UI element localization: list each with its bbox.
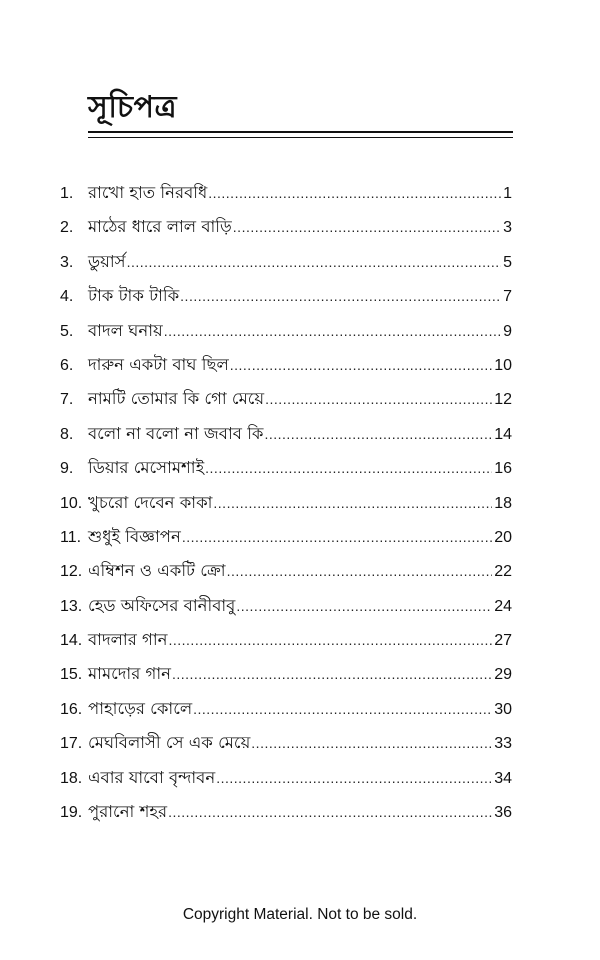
toc-entry-number: 10. [60,494,83,512]
toc-dot-leader [264,417,492,451]
toc-entry-page: 7 [503,288,512,306]
toc-entry-title: মাঠের ধারে লাল বাড়ি [88,217,232,237]
toc-entry-number: 6. [60,356,74,374]
toc-entry[interactable] [60,451,512,485]
toc-entry-page: 18 [494,494,512,512]
toc-entry-title: বাদল ঘনায় [88,320,163,340]
toc-entry[interactable] [60,382,512,416]
toc-entry-page: 5 [503,253,512,271]
toc-entry-number: 1. [60,185,74,202]
toc-entry-title: মামদোর গান [88,664,171,684]
toc-entry-page: 16 [494,460,512,478]
toc-entry-title: রাখো হাত নিরবধি [88,183,208,202]
toc-dot-leader [216,761,492,795]
toc-entry-number: 4. [60,288,74,306]
toc-entry-title: ডিয়ার মেসোমশাই [88,458,205,478]
toc-entry-title: পাহাড়ের কোলে [88,698,193,718]
toc-entry-page: 1 [503,185,512,202]
toc-entry-title: এবার যাবো বৃন্দাবন [88,767,216,787]
toc-entry-number: 7. [60,391,74,409]
toc-entry[interactable] [60,245,512,279]
toc-entry-page: 9 [503,322,512,340]
toc-entry[interactable] [60,589,512,623]
toc-dot-leader [227,554,493,588]
toc-dot-leader [180,279,501,313]
toc-entry-number: 2. [60,219,74,237]
toc-dot-leader [164,314,501,348]
toc-entry[interactable] [60,795,512,829]
toc-entry-number: 11. [60,528,82,546]
title-divider-thin [88,137,513,138]
toc-dot-leader [172,657,492,691]
toc-dot-leader [251,726,492,760]
toc-entry[interactable] [60,657,512,691]
toc-entry-page: 3 [503,219,512,237]
toc-entry-title: বলো না বলো না জবাব কি [88,423,264,443]
toc-entry-page: 29 [494,666,512,684]
toc-dot-leader [265,382,492,416]
toc-entry-number: 14. [60,632,83,650]
toc-entry-page: 22 [494,563,512,581]
toc-dot-leader [182,520,492,554]
toc-entry-title: নামটি তোমার কি গো মেয়ে [88,389,265,409]
toc-entry[interactable] [60,520,512,554]
toc-entry[interactable] [60,486,512,520]
toc-dot-leader [213,486,492,520]
toc-entry[interactable] [60,623,512,657]
toc-entry-page: 14 [494,425,512,443]
toc-entry-title: মেঘবিলাসী সে এক মেয়ে [88,733,251,753]
toc-entry-title: শুধুই বিজ্ঞাপন [88,526,181,546]
toc-entry-title: এম্বিশন ও একটি ক্রো [88,561,226,581]
toc-entry-number: 9. [60,460,74,478]
toc-entry-page: 33 [494,735,512,753]
toc-entry[interactable] [60,417,512,451]
toc-entry-title: ডুয়ার্স [88,251,126,271]
toc-entry-page: 24 [494,597,512,615]
copyright-notice: Copyright Material. Not to be sold. [182,906,418,923]
toc-entry-number: 15. [60,666,83,684]
toc-entry-title: টাক টাক টাকি [88,286,180,306]
toc-entry[interactable] [60,761,512,795]
toc-entry-number: 13. [60,597,83,615]
toc-entry-page: 30 [494,700,512,718]
toc-entry-number: 3. [60,253,74,271]
toc-dot-leader [233,210,501,244]
table-of-contents [60,176,512,829]
toc-entry-number: 5. [60,322,74,340]
toc-entry[interactable] [60,692,512,726]
toc-entry[interactable] [60,314,512,348]
toc-dot-leader [230,348,492,382]
toc-entry[interactable] [60,279,512,313]
toc-dot-leader [208,176,501,210]
toc-entry[interactable] [60,726,512,760]
toc-entry[interactable] [60,176,512,210]
toc-entry-page: 34 [494,769,512,787]
toc-entry-title: পুরানো শহর [88,802,168,822]
toc-dot-leader [193,692,492,726]
toc-entry-number: 17. [60,735,83,753]
toc-entry[interactable] [60,554,512,588]
toc-entry-page: 12 [494,391,512,409]
toc-dot-leader [168,795,492,829]
toc-entry-number: 16. [60,700,83,718]
toc-entry-number: 18. [60,769,83,787]
toc-entry-page: 20 [494,528,512,546]
toc-entry-title: খুচরো দেবেন কাকা [88,492,213,512]
title-divider-thick [88,131,513,133]
toc-entry-number: 8. [60,425,74,443]
toc-entry[interactable] [60,210,512,244]
page-title: সূচিপত্র [88,90,177,125]
toc-entry-number: 19. [60,804,83,822]
toc-dot-leader [236,589,492,623]
toc-entry-title: হেড অফিসের বানীবাবু [88,595,236,615]
toc-entry-page: 10 [494,356,512,374]
toc-entry-title: বাদলার গান [88,630,168,650]
toc-entry[interactable] [60,348,512,382]
toc-entry-title: দারুন একটা বাঘ ছিল [88,354,229,374]
toc-dot-leader [127,245,502,279]
toc-entry-page: 36 [494,804,512,822]
toc-entry-number: 12. [60,563,83,581]
toc-dot-leader [168,623,492,657]
toc-dot-leader [205,451,492,485]
toc-entry-page: 27 [494,632,512,650]
